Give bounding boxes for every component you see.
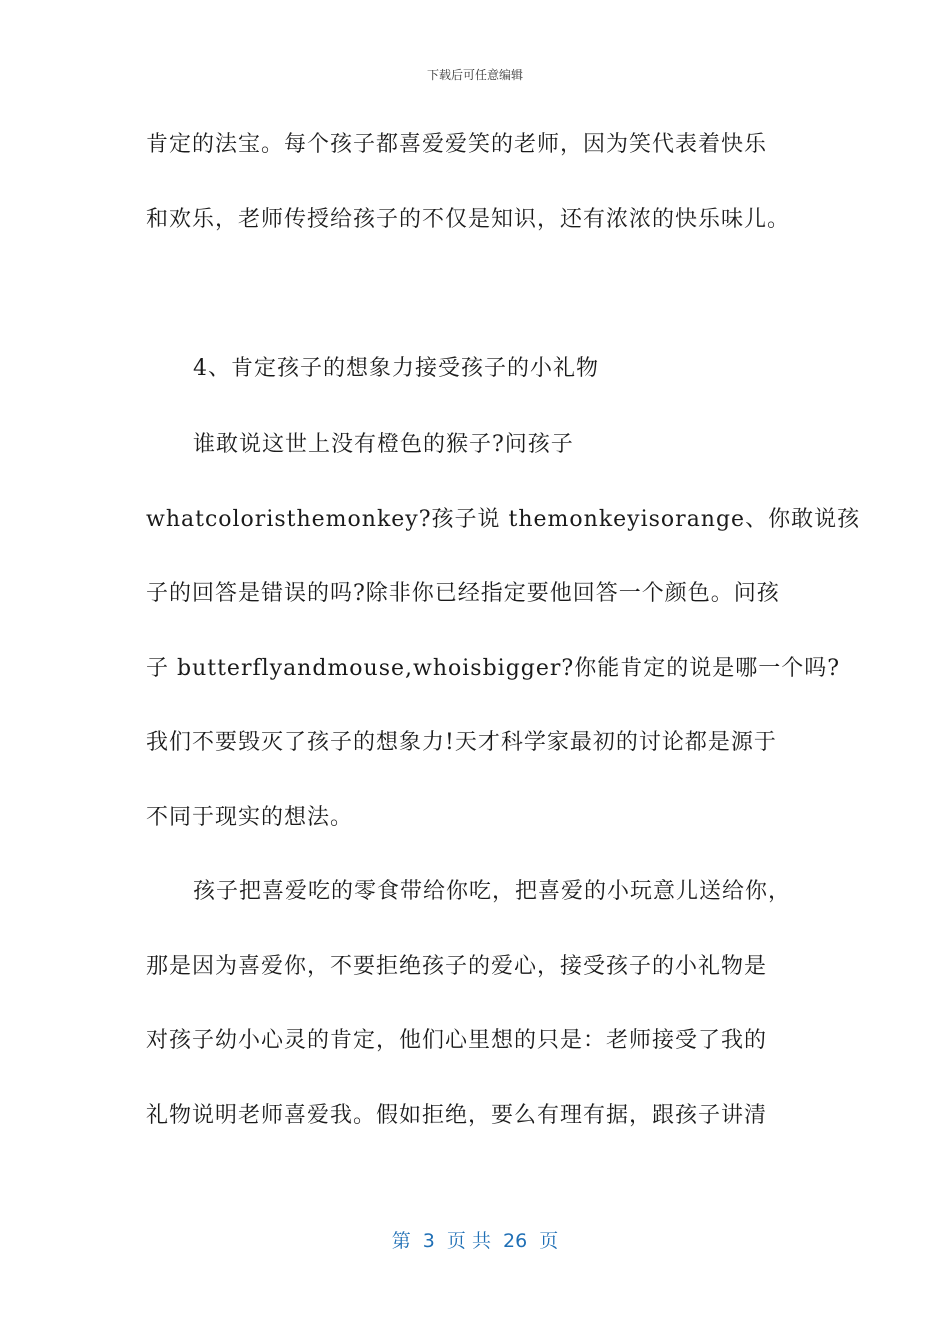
paragraph-line: 那是因为喜爱你，不要拒绝孩子的爱心，接受孩子的小礼物是 bbox=[146, 954, 768, 979]
paragraph-line: 我们不要毁灭了孩子的想象力!天才科学家最初的讨论都是源于 bbox=[146, 730, 777, 755]
paragraph-line: 肯定的法宝。每个孩子都喜爱爱笑的老师，因为笑代表着快乐 bbox=[146, 132, 768, 157]
section-heading: 4、肯定孩子的想象力接受孩子的小礼物 bbox=[193, 356, 599, 381]
header-note: 下载后可任意编辑 bbox=[426, 68, 523, 82]
paragraph-line: 和欢乐，老师传授给孩子的不仅是知识，还有浓浓的快乐味儿。 bbox=[146, 207, 791, 232]
paragraph-line: 孩子把喜爱吃的零食带给你吃，把喜爱的小玩意儿送给你， bbox=[193, 879, 792, 904]
paragraph-line: 礼物说明老师喜爱我。假如拒绝，要么有理有据，跟孩子讲清 bbox=[146, 1103, 768, 1128]
paragraph-line: 谁敢说这世上没有橙色的猴子?问孩子 bbox=[193, 432, 574, 457]
paragraph-line: 对孩子幼小心灵的肯定，他们心里想的只是：老师接受了我的 bbox=[146, 1028, 768, 1053]
paragraph-line: 不同于现实的想法。 bbox=[146, 805, 354, 830]
page-number: 第 3 页 共 26 页 bbox=[391, 1230, 559, 1252]
paragraph-line: 子 butterflyandmouse,whoisbigger?你能肯定的说是哪一个吗? bbox=[146, 656, 840, 681]
paragraph-line: whatcoloristhemonkey?孩子说 themonkeyisorange、你敢说孩 bbox=[146, 507, 861, 532]
paragraph-line: 子的回答是错误的吗?除非你已经指定要他回答一个颜色。问孩 bbox=[146, 581, 780, 606]
